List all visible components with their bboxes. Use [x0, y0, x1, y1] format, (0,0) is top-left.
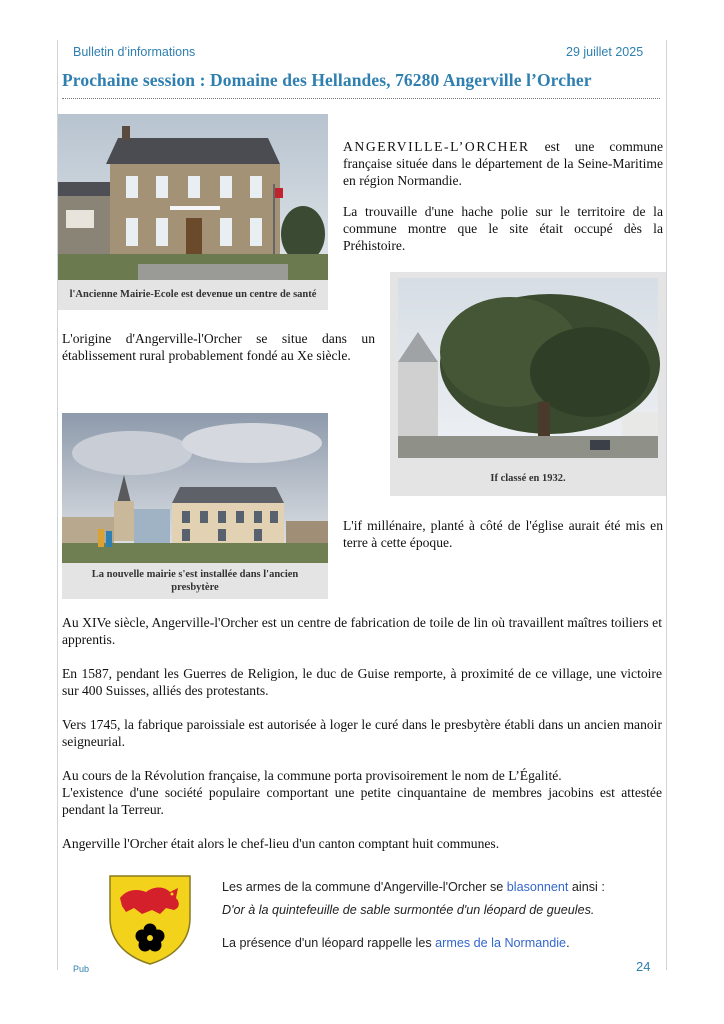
blasonnent-link[interactable]: blasonnent	[506, 880, 569, 894]
nouvelle-mairie-photo	[62, 413, 328, 563]
bulletin-label: Bulletin d’informations	[73, 45, 196, 59]
history-paragraph-1: Au XIVe siècle, Angerville-l'Orcher est un centre de fabrication de toile de lin où travaillent maîtres toiliers et apprentis.	[62, 615, 662, 647]
intro-paragraph	[343, 138, 663, 189]
bulletin-date: 29 juillet 2025	[566, 45, 644, 59]
history-paragraph-4a: Au cours de la Révolution française, la commune porta provisoirement le nom de L’Égalité.	[62, 768, 562, 783]
arms-line-3-text: La présence d'un léopard rappelle les	[222, 936, 436, 950]
right-margin-rule	[666, 40, 667, 970]
origin-paragraph: L'origine d'Angerville-l'Orcher se situe dans un établissement rural probablement fondé au Xe siècle.	[62, 331, 375, 363]
if-caption: If classé en 1932.	[390, 462, 666, 496]
arms-line-3	[222, 936, 570, 950]
coat-of-arms-icon	[108, 874, 192, 966]
intro-rest: est une commune française située dans le département de la Seine-Maritime en région Normandie.	[343, 139, 663, 188]
nouvelle-mairie-caption: La nouvelle mairie s'est installée dans l'ancien presbytère	[62, 563, 328, 599]
arms-line-3-end: .	[566, 936, 570, 950]
ancienne-mairie-photo	[58, 114, 328, 280]
prehistory-paragraph: La trouvaille d'une hache polie sur le territoire de la commune montre que le site était occupé dès la Préhistoire.	[343, 204, 663, 253]
history-paragraph-2: En 1587, pendant les Guerres de Religion, le duc de Guise remporte, à proximité de ce village, une victoire sur 400 Suisses, alliés des protestants.	[62, 666, 662, 698]
arms-line-1-text: Les armes de la commune d'Angerville-l'Orcher se	[222, 880, 507, 894]
town-name: ANGERVILLE-L’ORCHER	[343, 139, 530, 154]
arms-line-1	[222, 880, 605, 894]
ancienne-mairie-caption: l'Ancienne Mairie-Ecole est devenue un centre de santé	[58, 280, 328, 310]
if-paragraph: L'if millénaire, planté à côté de l'église aurait été mis en terre à cette époque.	[343, 518, 663, 550]
history-paragraph-4b: L'existence d'une société populaire comportant une petite cinquantaine de membres jacobins est attestée pendant la Terreur.	[62, 785, 662, 817]
blazon-text: D'or à la quintefeuille de sable surmontée d'un léopard de gueules.	[222, 903, 595, 917]
history-paragraph-3: Vers 1745, la fabrique paroissiale est autorisée à loger le curé dans le presbytère établi dans un ancien manoir seigneurial.	[62, 717, 662, 749]
footer-pub: Pub	[73, 964, 90, 974]
if-photo-frame	[390, 272, 666, 462]
title-divider	[62, 98, 660, 99]
arms-line-1-end: ainsi :	[568, 880, 605, 894]
normandie-arms-link[interactable]: armes de la Normandie	[435, 936, 567, 950]
page-title: Prochaine session : Domaine des Hellandes, 76280 Angerville l’Orcher	[62, 70, 592, 90]
history-paragraph-5: Angerville l'Orcher était alors le chef-lieu d'un canton comptant huit communes.	[62, 836, 500, 851]
page-number: 24	[636, 959, 651, 974]
